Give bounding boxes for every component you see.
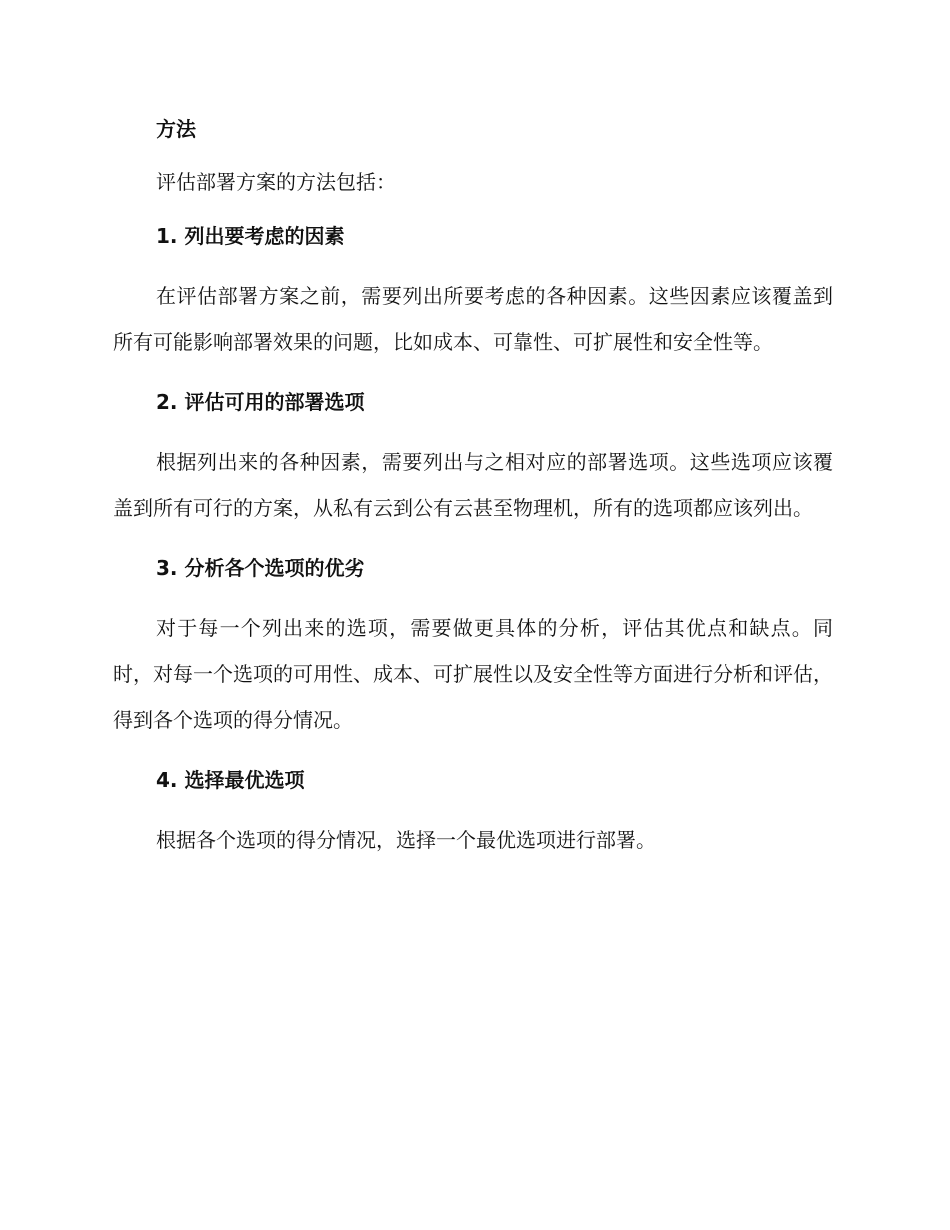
section-3-paragraph: 对于每一个列出来的选项，需要做更具体的分析，评估其优点和缺点。同时，对每一个选项的可用性、成本、可扩展性以及安全性等方面进行分析和评估，得到各个选项的得分情况。 [113,616,833,732]
section-4-paragraph: 根据各个选项的得分情况，选择一个最优选项进行部署。 [156,828,656,852]
section-1-paragraph: 在评估部署方案之前，需要列出所要考虑的各种因素。这些因素应该覆盖到所有可能影响部署效果的问题，比如成本、可靠性、可扩展性和安全性等。 [113,284,833,354]
section-4-heading: 4. 选择最优选项 [156,768,305,792]
section-3 [113,551,833,743]
section-3-heading: 3. 分析各个选项的优劣 [156,556,365,580]
section-2-paragraph: 根据列出来的各种因素，需要列出与之相对应的部署选项。这些选项应该覆盖到所有可行的方案，从私有云到公有云甚至物理机，所有的选项都应该列出。 [113,450,833,520]
document-content [113,112,833,863]
section-2-heading: 2. 评估可用的部署选项 [156,390,365,414]
document-title: 方法 [156,117,196,141]
section-2 [113,385,833,531]
section-1-heading: 1. 列出要考虑的因素 [156,224,345,248]
section-1 [113,219,833,365]
document-intro: 评估部署方案的方法包括： [156,170,396,194]
section-4 [113,763,833,863]
